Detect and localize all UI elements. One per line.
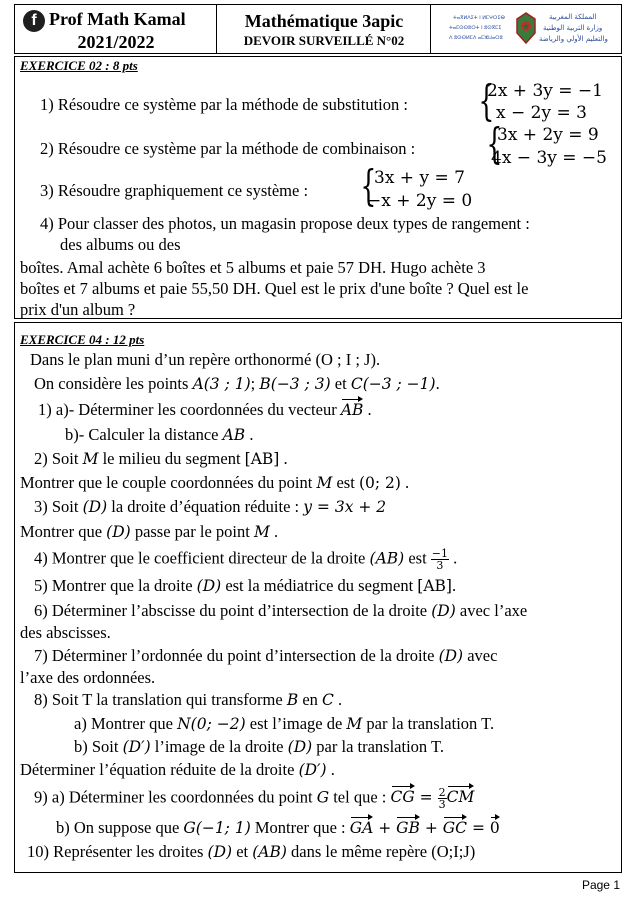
point-g-coords: G(−1; 1) — [183, 819, 251, 837]
text: 5) Montrer que la droite — [34, 576, 197, 595]
text: tel que : — [329, 787, 391, 807]
zero-vector: 0 — [489, 819, 500, 837]
line-d: (D) — [287, 738, 313, 756]
ex2-q1-eq2: x − 2y = 3 — [496, 103, 587, 123]
point-m: M — [346, 715, 363, 733]
text: 7) Déterminer l’ordonnée du point d’intersection de la droite — [34, 646, 439, 665]
ex4-q3b: Montrer que (D) passe par le point M . — [20, 522, 279, 541]
text: Montrer que — [20, 522, 107, 541]
text: 9) a) Déterminer les coordonnées du point — [34, 787, 317, 807]
ex4-q5: 5) Montrer que la droite (D) est la médiatrice du segment [AB]. — [34, 576, 457, 595]
equals-sign: = — [467, 819, 490, 837]
vector-cg: CG — [390, 788, 415, 807]
ex2-q4-line2: des albums ou des — [60, 235, 181, 254]
text: est — [332, 473, 359, 492]
coords-m: (0; 2) — [358, 474, 401, 492]
distance-ab: AB — [222, 426, 246, 444]
text: Montrer que le couple coordonnées du point — [20, 473, 317, 492]
ex2-q2-text: 2) Résoudre ce système par la méthode de combinaison : — [40, 139, 416, 158]
exam-title: DEVOIR SURVEILLÉ N°02 — [243, 33, 405, 48]
ministry-arabic-line3: والتعليم الأولي والرياضة — [539, 35, 608, 43]
ex2-q1-eq1: 2x + 3y = −1 — [487, 81, 603, 101]
ex4-q7-line1 — [34, 646, 497, 666]
text: b) Soit — [74, 737, 123, 756]
ex2-q4-line5: prix d'un album ? — [20, 300, 136, 319]
facebook-icon: f — [23, 10, 45, 32]
point-a: A(3 ; 1) — [192, 375, 251, 393]
point-m: M — [316, 474, 333, 492]
ex2-q2-eq2: 4x − 3y = −5 — [491, 148, 607, 168]
ministry-latin-line: ⴷ ⵓⵙⵙⵍⵎⴷ ⴰⵎⵣⵡⴰⵔⵓ — [449, 35, 503, 41]
ex4-q9a — [34, 787, 474, 810]
equals-sign: = — [414, 788, 438, 807]
ex4-q1a: 1) a)- Déterminer les coordonnées du vecteur AB . — [38, 400, 372, 419]
vector-cm: CM — [446, 788, 475, 807]
line-ab: (AB) — [369, 549, 405, 568]
text: a) Montrer que — [74, 714, 178, 733]
plus-sign: + — [373, 819, 397, 837]
point-c: C(−3 ; −1) — [350, 375, 436, 393]
text: est — [404, 548, 431, 568]
text: avec — [463, 646, 498, 665]
line-d-prime: (D′) — [298, 761, 327, 779]
exercise-4-title: EXERCICE 04 : 12 pts — [20, 332, 145, 347]
text: avec l’axe — [455, 601, 528, 620]
header-ministry-cell — [431, 5, 621, 53]
ex4-q6-line1 — [34, 601, 527, 621]
fraction-denominator: 3 — [436, 559, 444, 572]
text: est l’image de — [245, 714, 347, 733]
text: 3) Soit — [34, 497, 83, 516]
segment-ab: [AB] — [244, 450, 280, 468]
text: passe par le point — [130, 522, 254, 541]
ministry-latin-line: ⵜⴰⵎⵙⵙⵓⵔⵜ ⵏ ⵓⵙⴳⵎⵉ — [449, 25, 502, 31]
vector-gc: GC — [442, 819, 468, 837]
ex2-q4-line3: boîtes. Amal achète 6 boîtes et 5 albums et paie 57 DH. Hugo achète 3 — [20, 258, 486, 277]
subject-title: Mathématique 3apic — [244, 11, 404, 31]
point-m: M — [82, 450, 99, 468]
fraction-denominator: 3 — [438, 798, 446, 811]
ex4-q8a — [74, 714, 494, 734]
ex2-q4-line1: 4) Pour classer des photos, un magasin propose deux types de rangement : — [40, 214, 530, 233]
ex4-q2b: Montrer que le couple coordonnées du point M est (0; 2) . — [20, 473, 410, 492]
text: par la translation T. — [362, 714, 495, 733]
text: Montrer que : — [250, 818, 350, 837]
ministry-arabic-line2: وزارة التربية الوطنية — [543, 24, 603, 32]
vector-gb: GB — [396, 819, 420, 837]
header-author-cell — [15, 5, 217, 53]
fraction-numerator: −1 — [431, 547, 449, 560]
text: 4) Montrer que le coefficient directeur de la droite — [34, 548, 370, 568]
text: b) On suppose que — [56, 818, 184, 837]
ex4-q7-line2: l’axe des ordonnées. — [20, 668, 156, 687]
vector-ga: GA — [349, 819, 374, 837]
ex4-intro: Dans le plan muni d’un repère orthonormé (O ; I ; J). — [30, 350, 381, 369]
ex4-q6-line2: des abscisses. — [20, 623, 111, 642]
segment-ab: [AB] — [417, 577, 452, 595]
text: 2) Soit — [34, 449, 83, 468]
ex2-q3-text: 3) Résoudre graphiquement ce système : — [40, 181, 309, 200]
ex4-q9b — [56, 818, 500, 838]
ex4-q1b: b)- Calculer la distance AB . — [65, 425, 254, 444]
brace: { — [486, 119, 503, 168]
ex4-points-line: On considère les points A(3 ; 1); B(−3 ; 3) et C(−3 ; −1). — [34, 374, 440, 393]
header-table — [14, 4, 622, 54]
ex4-q8c: Déterminer l’équation réduite de la droite (D′) . — [20, 760, 335, 779]
author-name: Prof Math Kamal — [49, 9, 186, 29]
text: On considère les points — [34, 374, 193, 393]
plus-sign: + — [419, 819, 443, 837]
ex2-q1-text: 1) Résoudre ce système par la méthode de substitution : — [40, 95, 408, 114]
coat-of-arms-icon — [513, 11, 539, 45]
ex4-q8b — [74, 737, 444, 757]
header-subject-cell — [217, 5, 431, 53]
brace: { — [360, 161, 377, 210]
brace: { — [478, 76, 495, 125]
text: est la médiatrice du segment — [221, 576, 418, 595]
text: l’image de la droite — [150, 737, 288, 756]
ex4-q8: 8) Soit T la translation qui transforme B en C . — [34, 690, 343, 709]
text: 1) a)- Déterminer les coordonnées du vecteur — [38, 400, 341, 419]
text: 6) Déterminer l’abscisse du point d’intersection de la droite — [34, 601, 432, 620]
text: par la translation T. — [312, 737, 444, 756]
line-d: (D) — [196, 577, 222, 595]
text: 10) Représenter les droites — [27, 842, 208, 861]
text: b)- Calculer la distance — [65, 425, 223, 444]
text: 8) Soit T la translation qui transforme — [34, 690, 287, 709]
ministry-latin-line: ⵜⴰⴳⵍⴷⵉⵜ ⵏ ⵍⵎⵖⵔⵉⴱ — [453, 15, 505, 21]
text: dans le même repère (O;I;J) — [286, 842, 476, 861]
ex2-q2-eq1: 3x + 2y = 9 — [497, 125, 599, 145]
point-b: B — [286, 691, 299, 709]
school-year: 2021/2022 — [77, 32, 155, 52]
ex4-q4: 4) Montrer que le coefficient directeur de la droite (AB) est $\frac{-1}{3}$ . — [34, 547, 458, 572]
ex2-q3-eq2: −x + 2y = 0 — [367, 191, 473, 211]
text: la droite d’équation réduite : — [107, 497, 304, 516]
fraction — [431, 548, 449, 571]
line-d: (D) — [431, 602, 456, 620]
fraction — [438, 787, 447, 810]
ex4-q10 — [27, 842, 475, 862]
text: en — [298, 690, 323, 709]
ministry-arabic-line1: المملكة المغربية — [549, 13, 597, 21]
point-g: G — [316, 788, 330, 807]
line-d: (D) — [438, 647, 464, 665]
ex4-q3 — [34, 497, 386, 517]
point-m: M — [253, 523, 270, 541]
exercise-2-title: EXERCICE 02 : 8 pts — [20, 58, 138, 73]
line-d: (D) — [106, 523, 131, 541]
fraction-numerator: 2 — [438, 786, 446, 799]
line-d: (D) — [82, 498, 108, 516]
equation-d: y = 3x + 2 — [303, 498, 387, 516]
text: le milieu du segment — [98, 449, 245, 468]
ex2-q3-eq1: 3x + y = 7 — [374, 168, 465, 188]
point-b: B(−3 ; 3) — [259, 375, 331, 393]
point-n: N(0; −2) — [177, 715, 246, 733]
point-c: C — [322, 691, 334, 709]
ex2-q4-line4: boîtes et 7 albums et paie 55,50 DH. Quel est le prix d'une boîte ? Quel est le — [20, 279, 529, 298]
ex4-q2: 2) Soit M le milieu du segment [AB] . — [34, 449, 288, 468]
line-d-prime: (D′) — [122, 738, 151, 756]
page-number: Page 1 — [581, 878, 620, 892]
line-d: (D) — [207, 843, 233, 861]
line-ab: (AB) — [252, 843, 287, 861]
text: Déterminer l’équation réduite de la droite — [20, 760, 299, 779]
text: et — [232, 842, 253, 861]
vector-ab: AB — [340, 401, 364, 419]
